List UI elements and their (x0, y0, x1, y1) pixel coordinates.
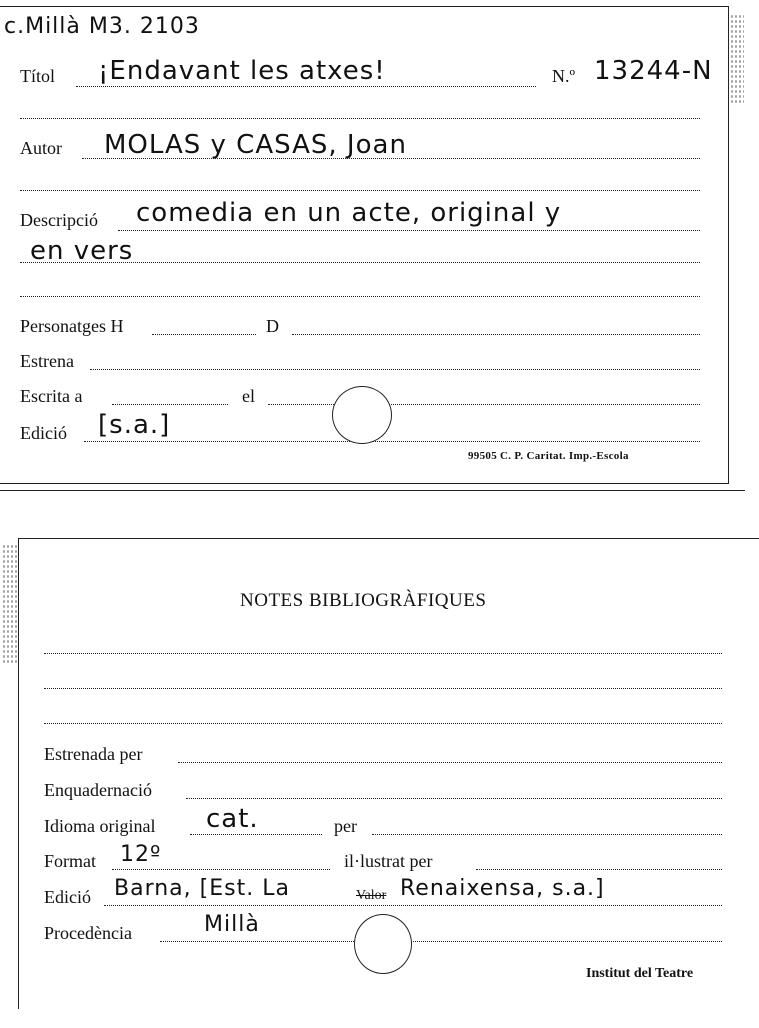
format-line (112, 869, 330, 870)
edicio2-value-c: Renaixensa, s.a.] (400, 876, 605, 901)
edicio2-value-b: Valor (356, 888, 387, 903)
blank-line-3 (20, 296, 700, 297)
titol-line (76, 86, 536, 87)
descripcio-line (118, 230, 700, 231)
edicio-value: [s.a.] (98, 410, 171, 440)
descripcio-value-1: comedia en un acte, original y (136, 198, 562, 228)
format-value: 12º (120, 842, 162, 867)
idioma-per-line (372, 834, 722, 835)
blank-line-2 (20, 190, 700, 191)
card-stain-right (730, 14, 744, 104)
notes-heading: NOTES BIBLIOGRÀFIQUES (240, 590, 487, 611)
titol-value: ¡Endavant les atxes! (98, 56, 386, 86)
descripcio-value-2: en vers (30, 236, 134, 266)
escrita-label: Escrita a (20, 386, 83, 406)
idioma-label: Idioma original (44, 816, 156, 836)
card-stain-left (2, 544, 18, 664)
edicio2-line (104, 905, 722, 906)
punch-hole-top (332, 386, 392, 444)
procedencia-line (160, 941, 722, 942)
edicio-label: Edició (20, 423, 67, 443)
notes-line-2 (44, 688, 722, 689)
numero-value: 13244-N (594, 56, 713, 86)
illustrat-line (476, 869, 722, 870)
enquadernacio-label: Enquadernació (44, 780, 152, 800)
estrenada-line (178, 762, 722, 763)
notes-line-1 (44, 653, 722, 654)
d-label: D (266, 316, 279, 336)
estrenada-label: Estrenada per (44, 744, 143, 764)
call-number-note: c.Millà M3. 2103 (4, 14, 200, 39)
el-label: el (242, 386, 255, 406)
idioma-per-label: per (334, 816, 357, 836)
edicio2-label: Edició (44, 887, 91, 907)
blank-line-1 (20, 118, 700, 119)
personatges-h-line (152, 334, 256, 335)
card-bottom-line (0, 490, 745, 491)
titol-label: Títol (20, 66, 55, 86)
escrita-line (112, 404, 228, 405)
format-label: Format (44, 851, 96, 871)
notes-line-3 (44, 723, 722, 724)
personatges-d-line (292, 334, 700, 335)
procedencia-label: Procedència (44, 923, 132, 943)
illustrat-label: il·lustrat per (344, 851, 433, 871)
edicio2-value-a: Barna, [Est. La (114, 876, 290, 901)
idioma-line (190, 834, 322, 835)
idioma-value: cat. (206, 804, 259, 834)
edicio-line (84, 441, 700, 442)
punch-hole-bottom (354, 914, 412, 974)
autor-label: Autor (20, 138, 62, 158)
printer-imprint: 99505 C. P. Caritat. Imp.-Escola (468, 450, 629, 462)
institut-imprint: Institut del Teatre (586, 966, 694, 981)
autor-value: MOLAS y CASAS, Joan (104, 130, 407, 160)
estrena-label: Estrena (20, 351, 74, 371)
personatges-label: Personatges H (20, 316, 124, 336)
enquadernacio-line (186, 798, 722, 799)
descripcio-label: Descripció (20, 210, 98, 230)
numero-label: N.º (552, 66, 576, 86)
procedencia-value: Millà (204, 912, 260, 937)
estrena-line (90, 369, 700, 370)
